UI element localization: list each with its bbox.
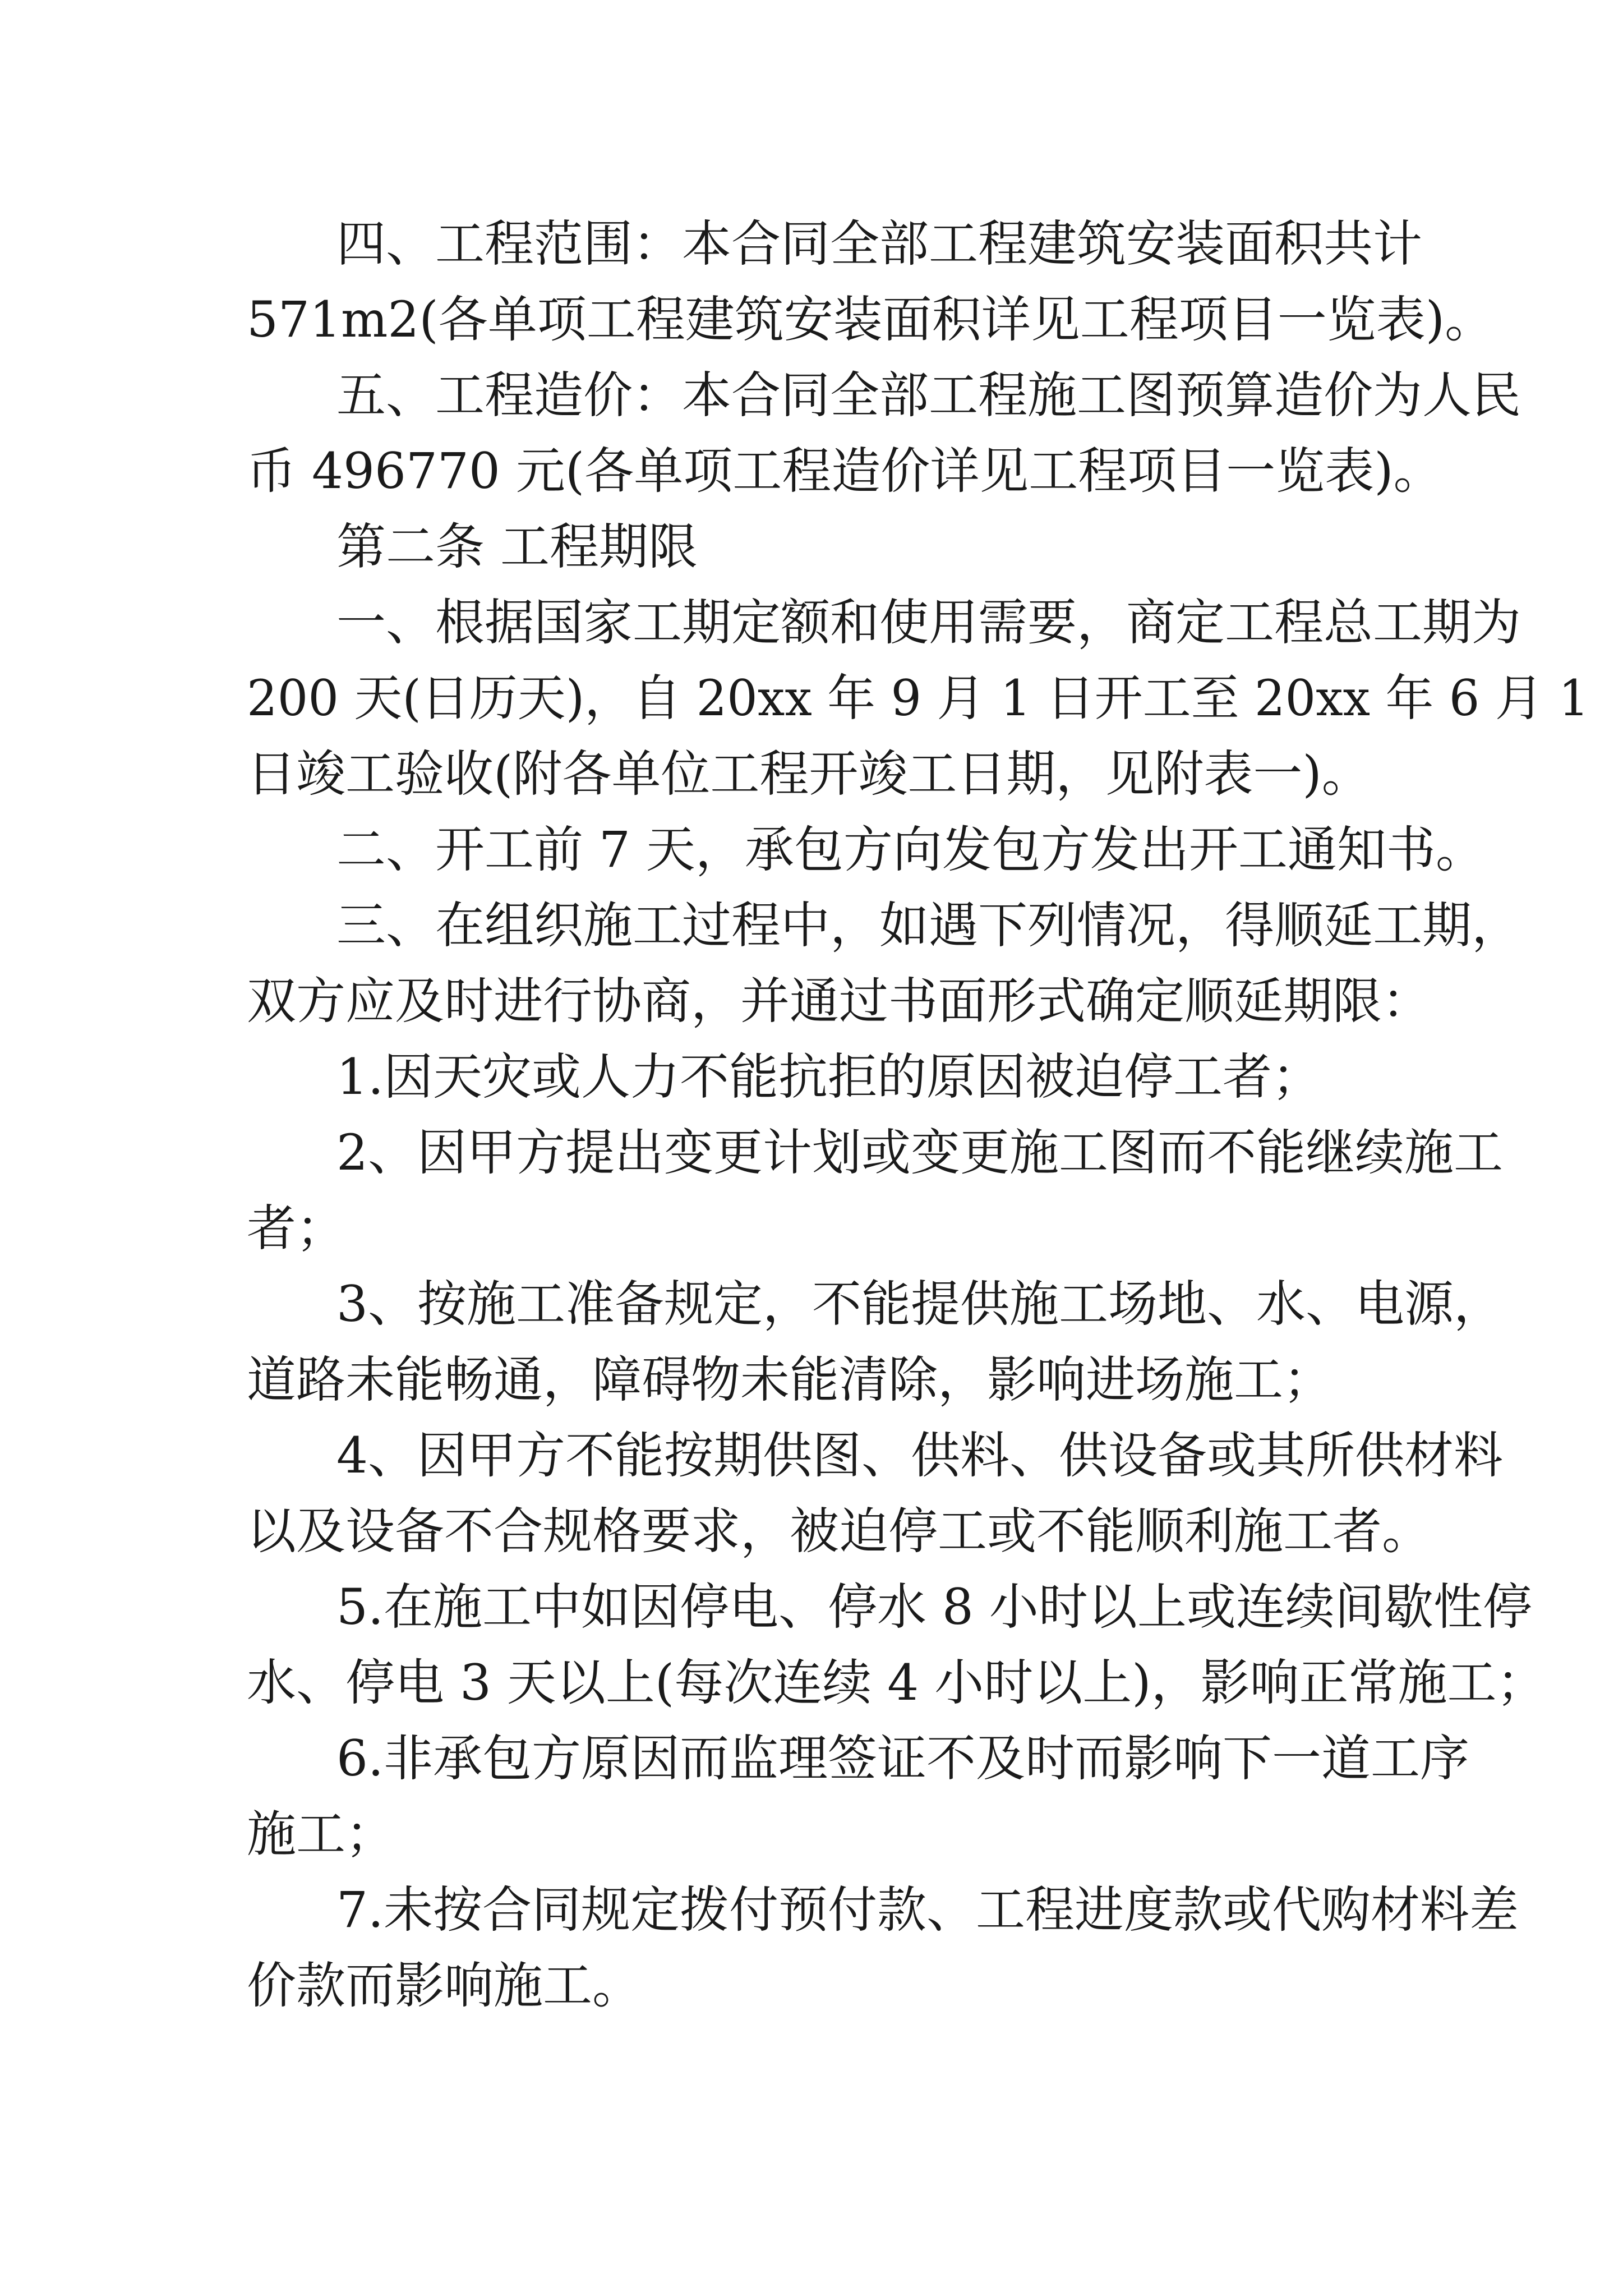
text-line: 一、根据国家工期定额和使用需要，商定工程总工期为 xyxy=(336,593,1521,651)
text-line: 三、在组织施工过程中，如遇下列情况，得顺延工期， xyxy=(336,896,1521,954)
list-item: 4、因甲方不能按期供图、供料、供设备或其所供材料 xyxy=(336,1427,1503,1484)
text-line: 道路未能畅通，障碍物未能清除，影响进场施工； xyxy=(247,1351,1333,1409)
text-line: 二、开工前 7 天，承包方向发包方发出开工通知书。 xyxy=(336,821,1485,878)
list-item: 7.未按合同规定拨付预付款、工程进度款或代购材料差 xyxy=(336,1881,1519,1939)
list-item: 2、因甲方提出变更计划或变更施工图而不能继续施工 xyxy=(336,1124,1503,1181)
text-line: 双方应及时进行协商，并通过书面形式确定顺延期限： xyxy=(247,972,1432,1030)
list-item: 3、按施工准备规定，不能提供施工场地、水、电源， xyxy=(336,1275,1503,1333)
list-item: 6.非承包方原因而监理签证不及时而影响下一道工序 xyxy=(336,1729,1469,1787)
text-line: 施工； xyxy=(247,1805,395,1863)
text-line: 价款而影响施工。 xyxy=(247,1957,642,2014)
text-line: 571m2(各单项工程建筑安装面积详见工程项目一览表)。 xyxy=(247,291,1495,348)
text-line: 日竣工验收(附各单位工程开竣工日期，见附表一)。 xyxy=(247,745,1371,803)
text-line: 四、工程范围：本合同全部工程建筑安装面积共计 xyxy=(336,215,1423,273)
section-heading: 第二条 工程期限 xyxy=(336,518,698,576)
text-line: 者； xyxy=(247,1199,346,1257)
list-item: 1.因天灾或人力不能抗拒的原因被迫停工者； xyxy=(336,1048,1321,1106)
text-line: 水、停电 3 天以上(每次连续 4 小时以上)，影响正常施工； xyxy=(247,1654,1546,1711)
text-line: 200 天(日历天)，自 20xx 年 9 月 1 日开工至 20xx 年 6 月 1 xyxy=(247,669,1589,727)
text-line: 五、工程造价：本合同全部工程施工图预算造价为人民 xyxy=(336,366,1521,424)
list-item: 5.在施工中如因停电、停水 8 小时以上或连续间歇性停 xyxy=(336,1578,1532,1636)
text-line: 币 496770 元(各单项工程造价详见工程项目一览表)。 xyxy=(247,442,1443,500)
text-line: 以及设备不合规格要求，被迫停工或不能顺利施工者。 xyxy=(247,1502,1432,1560)
